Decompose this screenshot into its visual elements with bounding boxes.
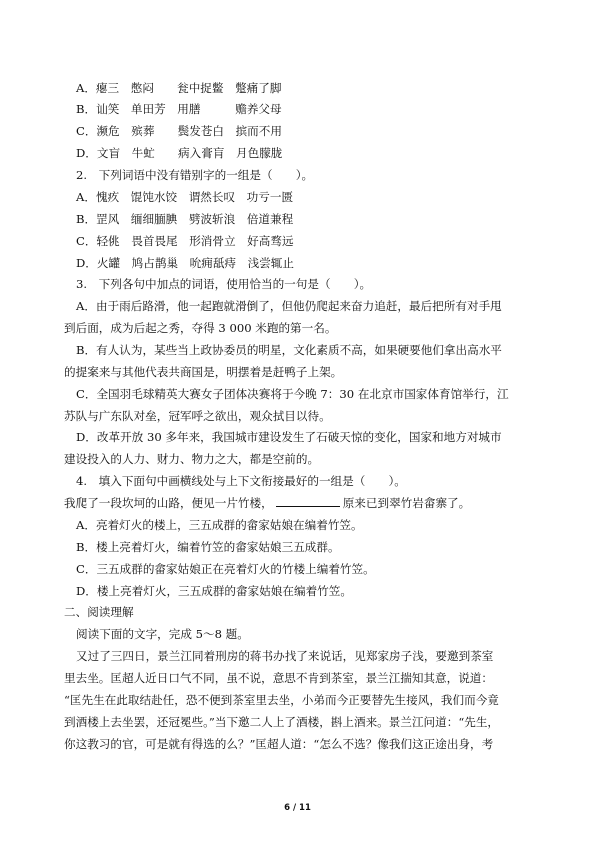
question-3: 3. 下列各句中加点的词语，使用恰当的一句是（ ）。 xyxy=(76,277,372,291)
fill-blank-line xyxy=(276,496,340,507)
q4-sentence xyxy=(64,495,470,511)
q2-option-a: A．愧疚 馄饨水饺 谓然长叹 功亏一匮 xyxy=(76,190,294,204)
passage-line-1: 又过了三四日，景兰江同着刑房的蒋书办找了来说话，见郑家房子浅，要邀到茶室 xyxy=(76,649,494,663)
question-2: 2. 下列词语中没有错别字的一组是（ ）。 xyxy=(76,168,314,182)
q4-option-a: A．亮着灯火的楼上，三五成群的畲家姑娘在编着竹笠。 xyxy=(76,518,363,532)
q3-option-a-line1: A．由于雨后路滑，他一起跑就滑倒了，但他仍爬起来奋力追赶，最后把所有对手甩 xyxy=(76,299,502,313)
q3-option-b-line1: B．有人认为，某些当上政协委员的明星，文化素质不高，如果硬要他们拿出高水平 xyxy=(76,343,502,357)
section-heading: 二、阅读理解 xyxy=(64,605,134,619)
q4-sentence-after: 原来已到翠竹岩畲寨了。 xyxy=(342,496,471,510)
question-4: 4. 填入下面句中画横线处与上下文衔接最好的一组是（ ）。 xyxy=(76,474,406,488)
q3-option-d-line1: D．改革开放 30 多年来，我国城市建设发生了石破天惊的变化，国家和地方对城市 xyxy=(76,430,502,444)
passage-line-2: 里去坐。匡超人近日口气不同，虽不说，意思不肯到茶室，景兰江揣知其意，说道： xyxy=(64,671,493,685)
q4-option-c: C．三五成群的畲家姑娘正在亮着灯火的竹楼上编着竹笠。 xyxy=(76,562,375,576)
q2-option-d: D．火罐 鸠占鹊巢 吮痈舐痔 浅尝辄止 xyxy=(76,256,294,270)
page-number: 6 / 11 xyxy=(284,803,311,813)
reading-instruction: 阅读下面的文字，完成 5～8 题。 xyxy=(76,627,249,641)
q4-option-d: D．楼上亮着灯火，三五成群的畲家姑娘在编着竹笠。 xyxy=(76,584,352,598)
q3-option-c-line2: 苏队与广东队对垒，冠军呼之欲出，观众拭目以待。 xyxy=(64,409,331,423)
passage-line-4: 到酒楼上去坐罢，还冠冕些。”当下邀二人上了酒楼，斟上酒来。景兰江问道：“先生， xyxy=(64,715,500,729)
q1-option-c: C．濒危 殡葬 鬓发苍白 摈而不用 xyxy=(76,124,282,138)
q2-option-b: B．罡风 缅细腼腆 劈波斩浪 倍道兼程 xyxy=(76,212,294,226)
q3-option-d-line2: 建设投入的人力、财力、物力之大，都是空前的。 xyxy=(64,452,320,466)
q1-option-b: B．讪笑 单田芳 用膳 赡养父母 xyxy=(76,102,282,116)
passage-line-5: 你这教习的官，可是就有得选的么？”匡超人道：“怎么不选？像我们这正途出身，考 xyxy=(64,737,494,751)
passage-line-3: “匡先生在此取结赴任，恐不便到茶室里去坐，小弟而今正要替先生接风，我们而今竟 xyxy=(64,693,499,707)
q3-option-a-line2: 到后面，成为后起之秀，夺得 3 000 米跑的第一名。 xyxy=(64,321,337,335)
q4-option-b: B．楼上亮着灯火，编着竹笠的畲家姑娘三五成群。 xyxy=(76,540,340,554)
q2-option-c: C．轻佻 畏首畏尾 形消骨立 好高骛远 xyxy=(76,234,294,248)
q1-option-d: D．文盲 牛虻 病入膏肓 月色朦胧 xyxy=(76,146,283,160)
q3-option-c-line1: C．全国羽毛球精英大赛女子团体决赛将于今晚 7：30 在北京市国家体育馆举行，江 xyxy=(76,387,509,401)
q3-option-b-line2: 的提案来与其他代表共商国是，明摆着是赶鸭子上架。 xyxy=(64,365,343,379)
q1-option-a: A．瘪三 憋闷 瓮中捉鳖 蹩痛了脚 xyxy=(76,81,282,95)
q4-sentence-before: 我爬了一段坎坷的山路，便见一片竹楼， xyxy=(64,496,273,510)
